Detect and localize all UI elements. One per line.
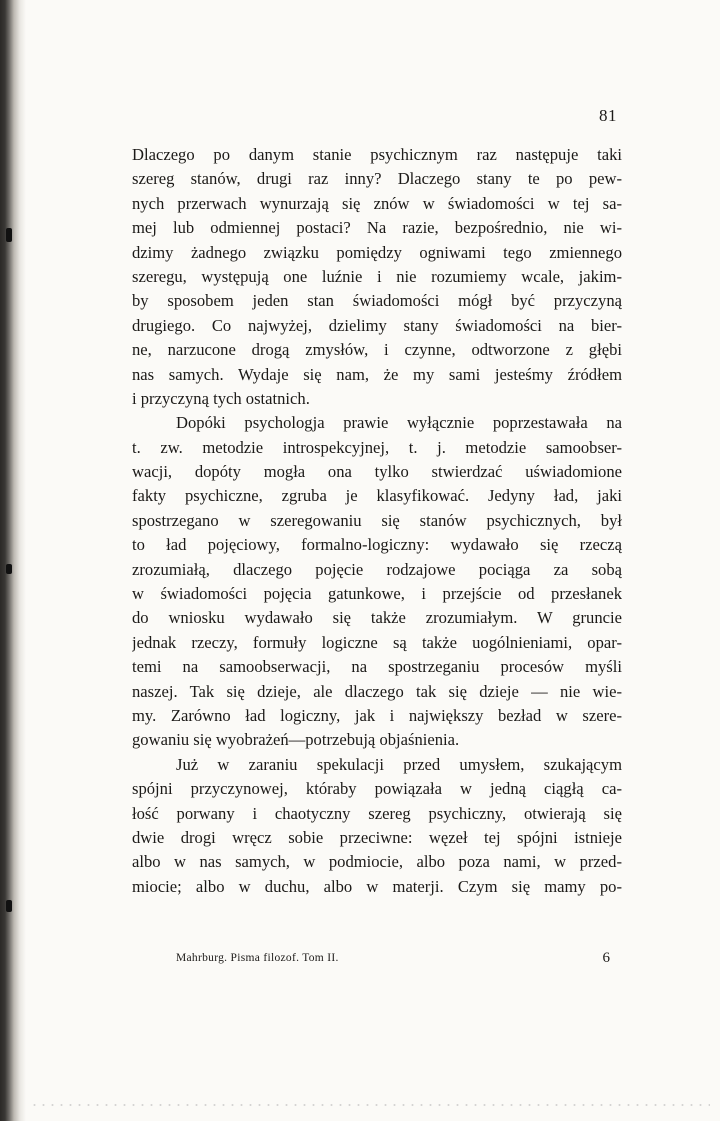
text-line: Dlaczego po danym stanie psychicznym raz następuje taki (132, 145, 622, 164)
text-line: jednak rzeczy, formuły logiczne są także uogólnieniami, opar- (132, 632, 622, 652)
sheet-number: 6 (602, 950, 610, 966)
text-line: szereg stanów, drugi raz inny? Dlaczego stany te po pew- (132, 169, 622, 189)
page-number: 81 (599, 106, 617, 125)
text-line: drugiego. Co najwyżej, dzielimy stany świadomości na bier- (132, 315, 622, 335)
text-line: i przyczyną tych ostatnich. (132, 388, 310, 408)
text-line: temi na samoobserwacji, na spostrzeganiu procesów myśli (132, 657, 622, 677)
text-line: by sposobem jeden stan świadomości mógł być przyczyną (132, 291, 622, 311)
text-line: szeregu, występują one luźnie i nie rozumiemy wcale, jakim- (132, 266, 622, 286)
text-line: ne, narzucone drogą zmysłów, i czynne, odtworzone z głębi (132, 340, 622, 360)
printer-signature: Mahrburg. Pisma filozof. Tom II. (176, 952, 339, 964)
text-line: dzimy żadnego związku pomiędzy ogniwami tego zmiennego (132, 242, 622, 262)
book-spine-edge (0, 0, 26, 1121)
spine-mark (6, 228, 12, 242)
body-text (132, 143, 622, 899)
text-line: miocie; albo w duchu, albo w materji. Czym się mamy po- (132, 876, 622, 896)
text-line: to ład pojęciowy, formalno-logiczny: wydawało się rzeczą (132, 535, 622, 555)
scan-noise (30, 1103, 710, 1107)
text-line: łość porwany i chaotyczny szereg psychiczny, otwierają się (132, 803, 622, 823)
text-line: my. Zarówno ład logiczny, jak i największy bezład w szere- (132, 705, 622, 725)
text-line: t. zw. metodzie introspekcyjnej, t. j. metodzie samoobser- (132, 437, 622, 457)
text-line: mej lub odmiennej postaci? Na razie, bezpośrednio, nie wi- (132, 218, 622, 238)
text-line: Dopóki psychologja prawie wyłącznie poprzestawała na (176, 413, 622, 433)
text-line: albo w nas samych, w podmiocie, albo poza nami, w przed- (132, 852, 622, 872)
text-line: naszej. Tak się dzieje, ale dlaczego tak się dzieje — nie wie- (132, 681, 622, 701)
text-line: nych przerwach wynurzają się znów w świadomości w tej sa- (132, 193, 622, 213)
text-line: spostrzegano w szeregowaniu się stanów psychicznych, był (132, 510, 622, 530)
text-line: fakty psychiczne, zgruba je klasyfikować. Jedyny ład, jaki (132, 486, 622, 506)
spine-mark (6, 564, 12, 574)
text-line: w świadomości pojęcia gatunkowe, i przejście od przesłanek (132, 584, 622, 604)
text-line: do wniosku wydawało się także zrozumiałym. W gruncie (132, 608, 622, 628)
text-line: Już w zaraniu spekulacji przed umysłem, szukającym (176, 754, 622, 774)
text-line: nas samych. Wydaje się nam, że my sami jesteśmy źródłem (132, 364, 622, 384)
spine-mark (6, 900, 12, 912)
text-line: spójni przyczynowej, któraby powiązała w jedną ciągłą ca- (132, 779, 622, 799)
page-footer (132, 948, 622, 968)
text-line: dwie drogi wręcz sobie przeciwne: węzeł tej spójni istnieje (132, 827, 622, 847)
text-line: gowaniu się wyobrażeń—potrzebują objaśnienia. (132, 730, 460, 750)
text-line: zrozumiałą, dlaczego pojęcie rodzajowe pociąga za sobą (132, 559, 622, 579)
text-line: wacji, dopóty mogła ona tylko stwierdzać uświadomione (132, 462, 622, 482)
